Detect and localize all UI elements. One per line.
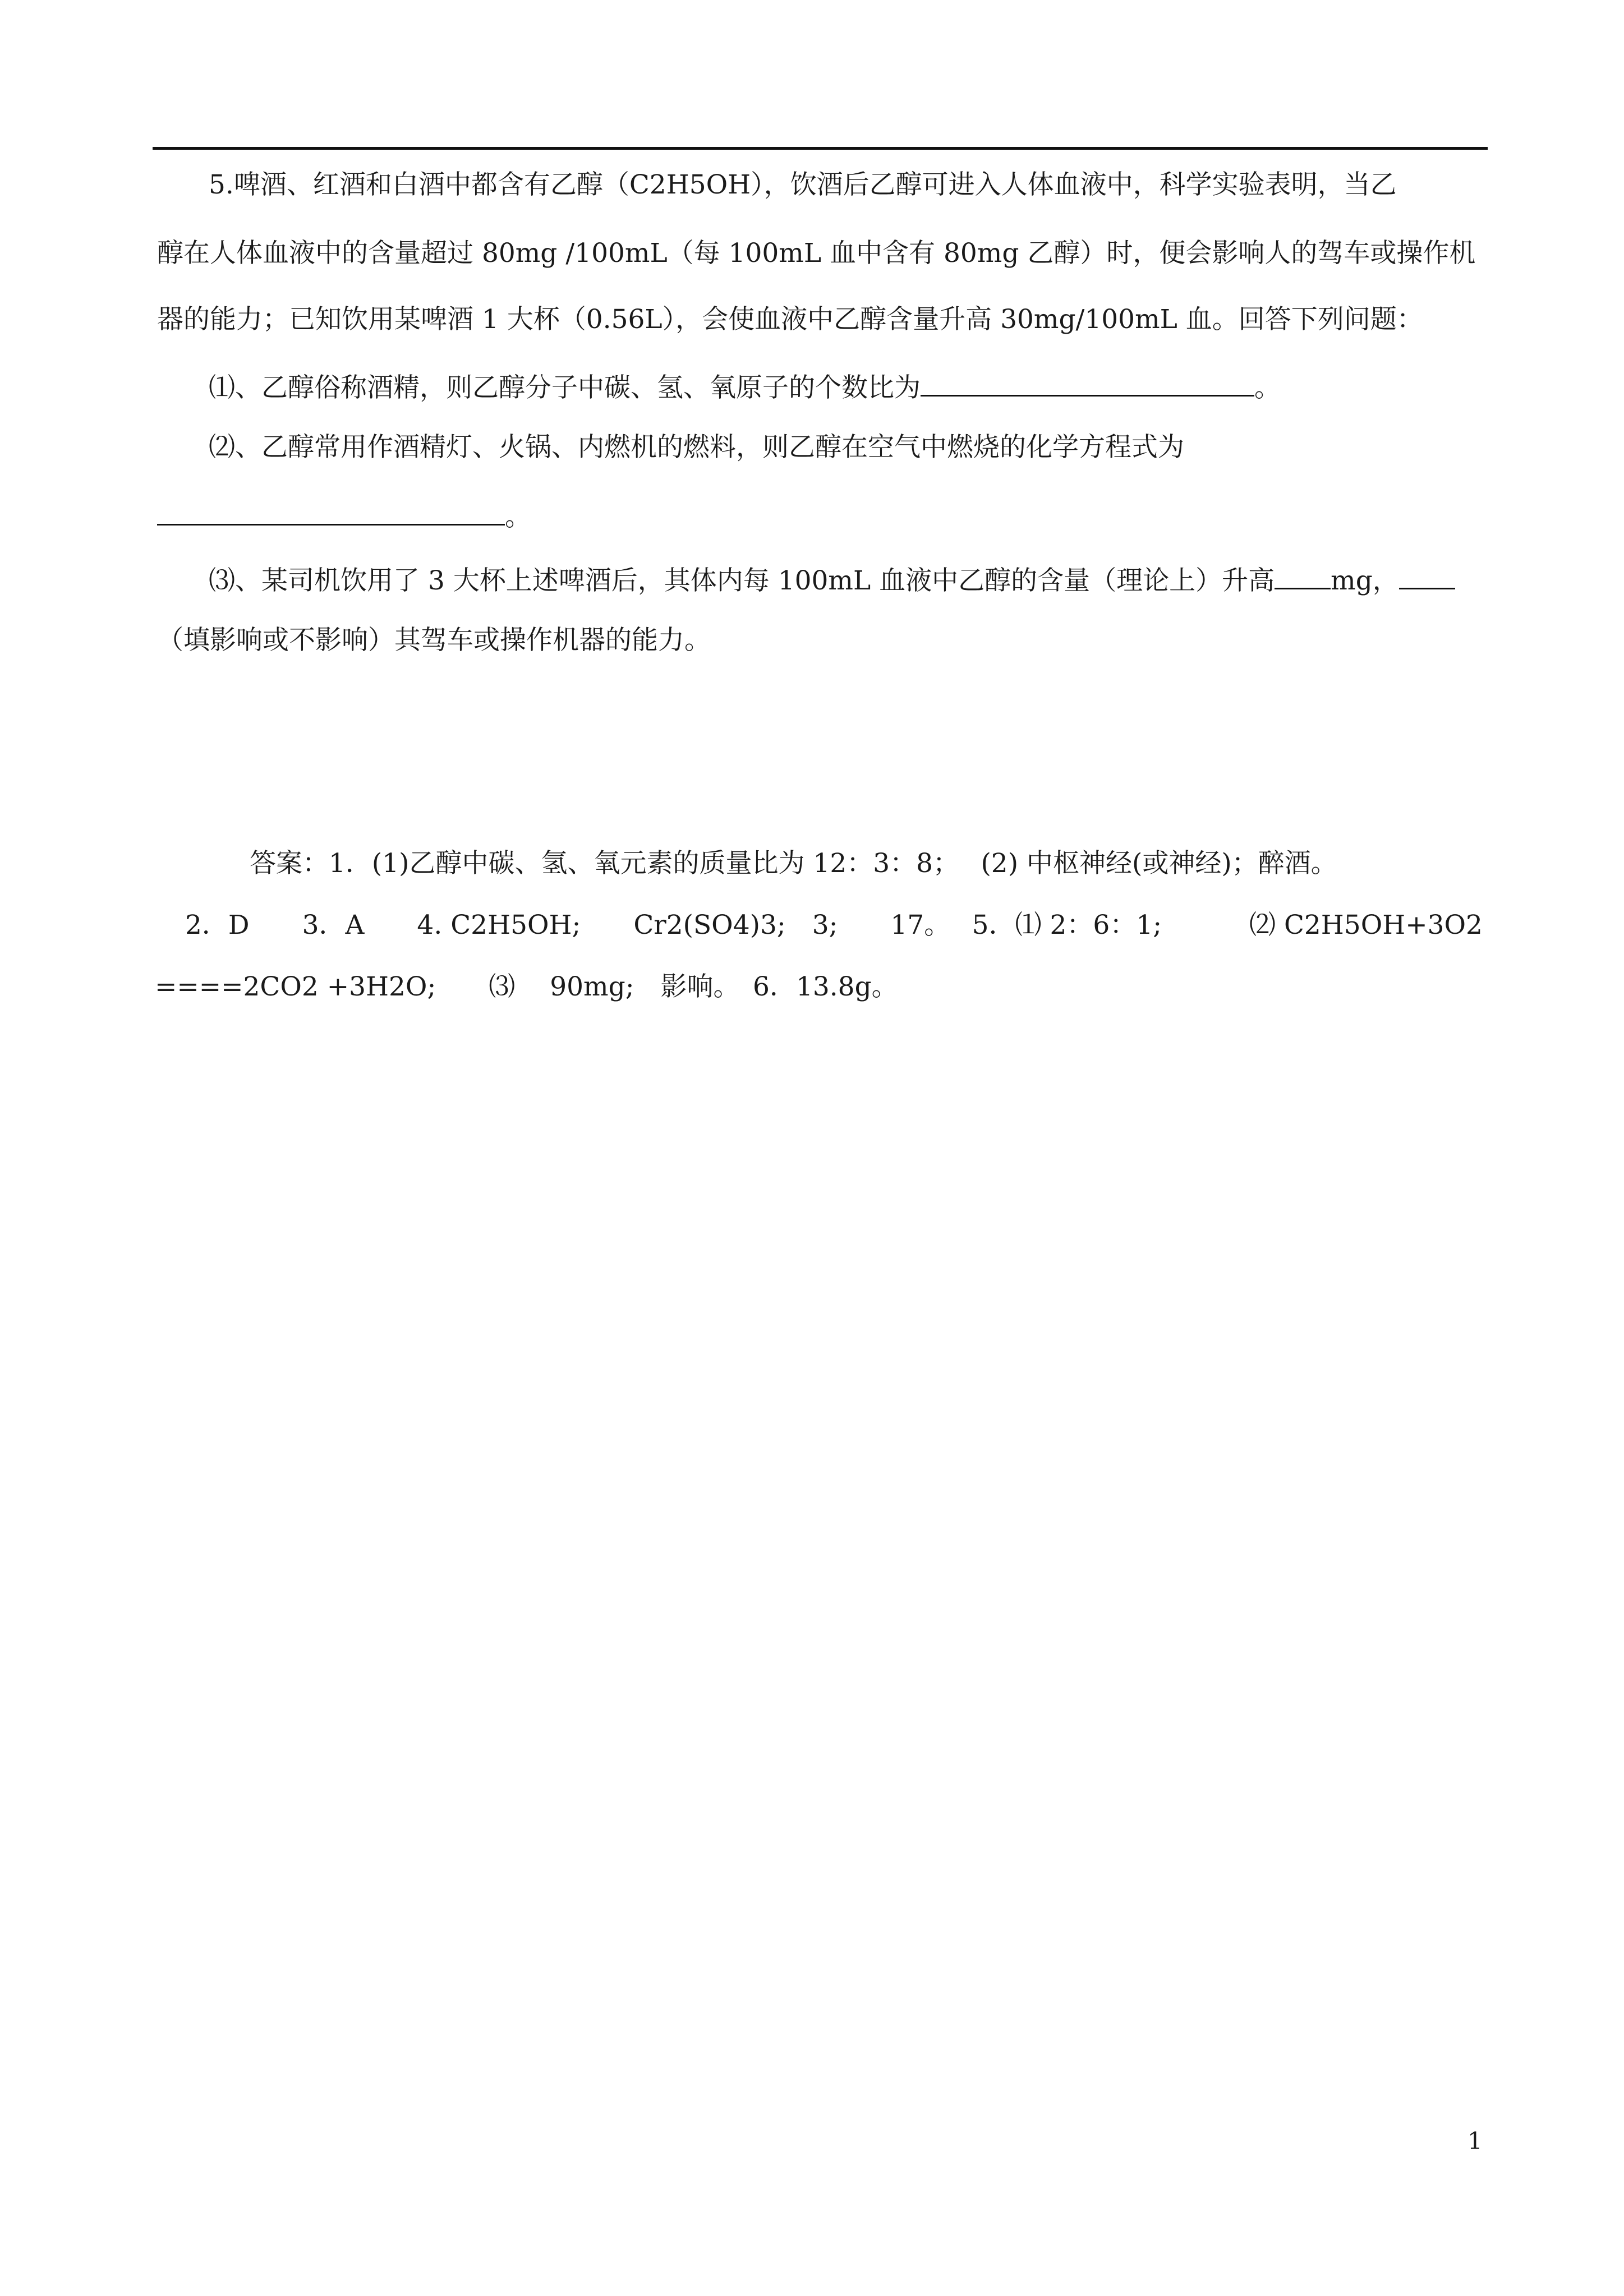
- answers-line-3: ====2CO2 +3H2O; ⑶ 90mg; 影响。 6．13.8g。: [155, 971, 898, 1002]
- question-5-part-2-answer-line: [157, 498, 531, 534]
- question-5-part-3: [209, 562, 1455, 598]
- answer-blank-mg[interactable]: [1275, 562, 1331, 589]
- part-1-text: ⑴、乙醇俗称酒精，则乙醇分子中碳、氢、氧原子的个数比为: [209, 372, 921, 403]
- header-rule: [153, 147, 1488, 150]
- answers-line-2: 2．D 3．A 4. C2H5OH; Cr2(SO4)3; 3; 17。 5．⑴ 2：6：1; ⑵ C2H5OH+3O2: [185, 910, 1483, 940]
- answer-blank-atom-ratio[interactable]: [921, 369, 1254, 397]
- page-number: 1: [1467, 2127, 1483, 2155]
- part-3-unit: mg，: [1331, 565, 1399, 596]
- question-5-part-3-continuation: （填影响或不影响）其驾车或操作机器的能力。: [157, 625, 711, 656]
- answer-blank-equation[interactable]: [157, 498, 505, 525]
- part-3-text: ⑶、某司机饮用了 3 大杯上述啤酒后，其体内每 100mL 血液中乙醇的含量（理论上）升高: [209, 565, 1275, 596]
- answers-line-1: 答案：1．(1)乙醇中碳、氢、氧元素的质量比为 12：3：8； (2) 中枢神经(或神经)；醉酒。: [250, 848, 1337, 879]
- part-1-end: 。: [1254, 372, 1281, 403]
- question-5-intro-line-3: 器的能力；已知饮用某啤酒 1 大杯（0.56L），会使血液中乙醇含量升高 30mg/100mL 血。回答下列问题：: [157, 304, 1423, 335]
- question-5-part-1: [209, 369, 1281, 405]
- question-5-part-2: ⑵、乙醇常用作酒精灯、火锅、内燃机的燃料，则乙醇在空气中燃烧的化学方程式为: [209, 432, 1184, 463]
- part-2-end: 。: [505, 501, 531, 532]
- answer-blank-effect[interactable]: [1399, 562, 1455, 589]
- question-5-intro-line-1: 5.啤酒、红酒和白酒中都含有乙醇（C2H5OH），饮酒后乙醇可进入人体血液中，科学实验表明，当乙: [209, 169, 1397, 200]
- question-5-intro-line-2: 醇在人体血液中的含量超过 80mg /100mL（每 100mL 血中含有 80mg 乙醇）时，便会影响人的驾车或操作机: [157, 238, 1476, 269]
